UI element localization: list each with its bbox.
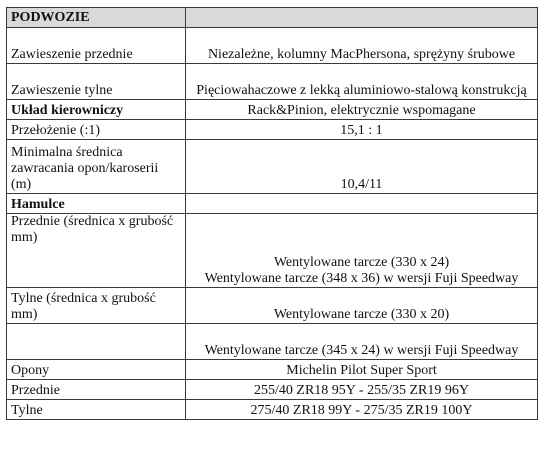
row-label: Opony bbox=[7, 360, 186, 380]
chassis-spec-table bbox=[6, 7, 538, 420]
table-row bbox=[7, 64, 538, 100]
table-row bbox=[7, 380, 538, 400]
row-value: 10,4/11 bbox=[186, 140, 538, 194]
section-title: PODWOZIE bbox=[7, 8, 186, 28]
row-value: Niezależne, kolumny MacPhersona, sprężyny śrubowe bbox=[186, 28, 538, 64]
row-value bbox=[186, 214, 538, 288]
row-value: Pięciowahaczowe z lekką aluminiowo-stalową konstrukcją bbox=[186, 64, 538, 100]
row-value bbox=[186, 194, 538, 214]
table-row bbox=[7, 324, 538, 360]
table-row bbox=[7, 400, 538, 420]
table-row bbox=[7, 120, 538, 140]
row-value: 275/40 ZR18 99Y - 275/35 ZR19 100Y bbox=[186, 400, 538, 420]
spec-table-container bbox=[6, 7, 538, 420]
row-label: Tylne bbox=[7, 400, 186, 420]
row-value: 15,1 : 1 bbox=[186, 120, 538, 140]
table-row bbox=[7, 214, 538, 288]
row-label: Tylne (średnica x grubość mm) bbox=[7, 288, 186, 324]
row-label bbox=[7, 324, 186, 360]
table-row bbox=[7, 28, 538, 64]
table-row bbox=[7, 194, 538, 214]
row-value-line: Wentylowane tarcze (330 x 24) bbox=[273, 255, 450, 270]
row-label: Hamulce bbox=[7, 194, 186, 214]
header-value bbox=[186, 8, 538, 28]
table-row bbox=[7, 360, 538, 380]
row-label: Układ kierowniczy bbox=[7, 100, 186, 120]
row-value: Wentylowane tarcze (330 x 20) bbox=[186, 288, 538, 324]
row-label: Zawieszenie tylne bbox=[7, 64, 186, 100]
row-value: Rack&Pinion, elektrycznie wspomagane bbox=[186, 100, 538, 120]
row-value: Michelin Pilot Super Sport bbox=[186, 360, 538, 380]
row-label: Przednie (średnica x grubość mm) bbox=[7, 214, 186, 288]
row-label: Przełożenie (:1) bbox=[7, 120, 186, 140]
table-row bbox=[7, 140, 538, 194]
row-value: 255/40 ZR18 95Y - 255/35 ZR19 96Y bbox=[186, 380, 538, 400]
row-label: Zawieszenie przednie bbox=[7, 28, 186, 64]
header-row bbox=[7, 8, 538, 28]
row-value-line: Wentylowane tarcze (348 x 36) w wersji Fuji Speedway bbox=[204, 271, 519, 286]
table-row bbox=[7, 100, 538, 120]
row-label: Minimalna średnica zawracania opon/karoserii (m) bbox=[7, 140, 186, 194]
table-row bbox=[7, 288, 538, 324]
row-label: Przednie bbox=[7, 380, 186, 400]
row-value: Wentylowane tarcze (345 x 24) w wersji Fuji Speedway bbox=[186, 324, 538, 360]
